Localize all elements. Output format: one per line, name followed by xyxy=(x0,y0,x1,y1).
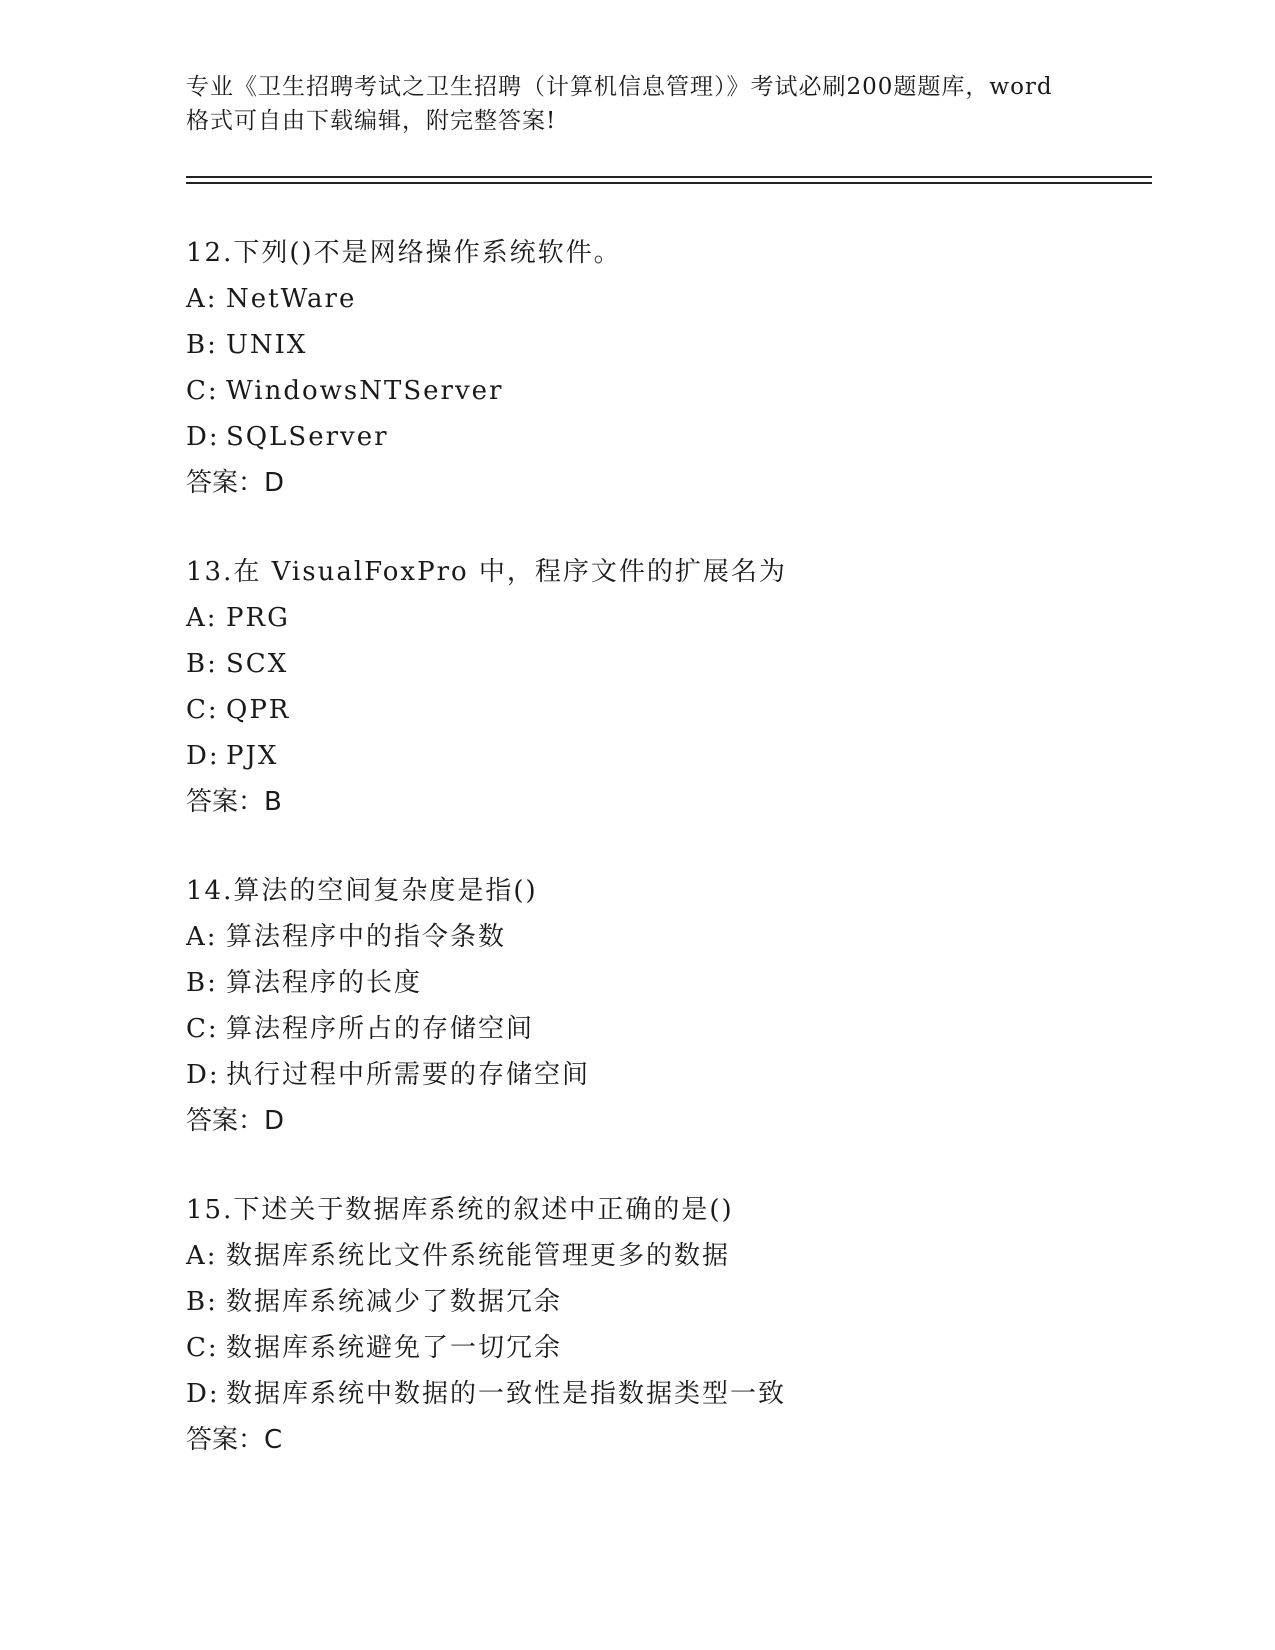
option-text: SCX xyxy=(226,649,289,679)
question-list xyxy=(186,230,1146,1506)
option-text: 数据库系统避免了一切冗余 xyxy=(226,1333,563,1363)
option-letter: A: xyxy=(186,284,218,314)
option-letter: D: xyxy=(186,1060,220,1090)
option-text: SQLServer xyxy=(226,422,389,452)
option-letter: A: xyxy=(186,603,218,633)
option-b xyxy=(186,1279,1146,1325)
option-text: 算法程序中的指令条数 xyxy=(226,922,507,952)
answer-line: 答案：D xyxy=(186,1106,285,1136)
question-stem: 14.算法的空间复杂度是指() xyxy=(186,876,538,906)
header-line-1: 专业《卫生招聘考试之卫生招聘（计算机信息管理）》考试必刷200题题库，word xyxy=(186,74,1053,100)
header-divider-top xyxy=(186,176,1152,178)
option-c xyxy=(186,1006,1146,1052)
option-d xyxy=(186,414,1146,460)
option-text: UNIX xyxy=(226,330,308,360)
option-text: NetWare xyxy=(226,284,357,314)
question-14 xyxy=(186,868,1146,1187)
option-text: PRG xyxy=(226,603,290,633)
option-a xyxy=(186,595,1146,641)
option-letter: B: xyxy=(186,330,218,360)
option-d xyxy=(186,733,1146,779)
option-text: QPR xyxy=(226,695,291,725)
option-a xyxy=(186,276,1146,322)
option-letter: D: xyxy=(186,1379,220,1409)
option-b xyxy=(186,641,1146,687)
document-header xyxy=(186,70,1086,138)
option-c xyxy=(186,368,1146,414)
header-line-2: 格式可自由下载编辑，附完整答案! xyxy=(186,108,557,134)
option-letter: C: xyxy=(186,1333,219,1363)
header-divider-bottom xyxy=(186,182,1152,184)
option-text: WindowsNTServer xyxy=(226,376,504,406)
option-text: 算法程序所占的存储空间 xyxy=(226,1014,535,1044)
option-text: PJX xyxy=(226,741,279,771)
option-letter: A: xyxy=(186,1241,218,1271)
option-d xyxy=(186,1371,1146,1417)
option-b xyxy=(186,322,1146,368)
option-letter: A: xyxy=(186,922,218,952)
question-stem: 13.在 VisualFoxPro 中，程序文件的扩展名为 xyxy=(186,557,787,587)
option-letter: C: xyxy=(186,695,219,725)
option-a xyxy=(186,1233,1146,1279)
answer-line: 答案：B xyxy=(186,787,282,817)
option-letter: D: xyxy=(186,741,220,771)
option-text: 数据库系统减少了数据冗余 xyxy=(226,1287,563,1317)
option-d xyxy=(186,1052,1146,1098)
answer-line: 答案：D xyxy=(186,468,285,498)
option-letter: B: xyxy=(186,968,218,998)
option-a xyxy=(186,914,1146,960)
option-letter: C: xyxy=(186,376,219,406)
question-13 xyxy=(186,549,1146,868)
option-c xyxy=(186,1325,1146,1371)
option-text: 数据库系统比文件系统能管理更多的数据 xyxy=(226,1241,731,1271)
option-letter: B: xyxy=(186,649,218,679)
option-letter: D: xyxy=(186,422,220,452)
option-letter: C: xyxy=(186,1014,219,1044)
answer-line: 答案：C xyxy=(186,1425,283,1455)
option-c xyxy=(186,687,1146,733)
question-15 xyxy=(186,1187,1146,1506)
question-12 xyxy=(186,230,1146,549)
option-text: 数据库系统中数据的一致性是指数据类型一致 xyxy=(226,1379,787,1409)
option-text: 执行过程中所需要的存储空间 xyxy=(226,1060,591,1090)
question-stem: 12.下列()不是网络操作系统软件。 xyxy=(186,238,622,268)
option-b xyxy=(186,960,1146,1006)
question-stem: 15.下述关于数据库系统的叙述中正确的是() xyxy=(186,1195,734,1225)
option-text: 算法程序的长度 xyxy=(226,968,423,998)
option-letter: B: xyxy=(186,1287,218,1317)
